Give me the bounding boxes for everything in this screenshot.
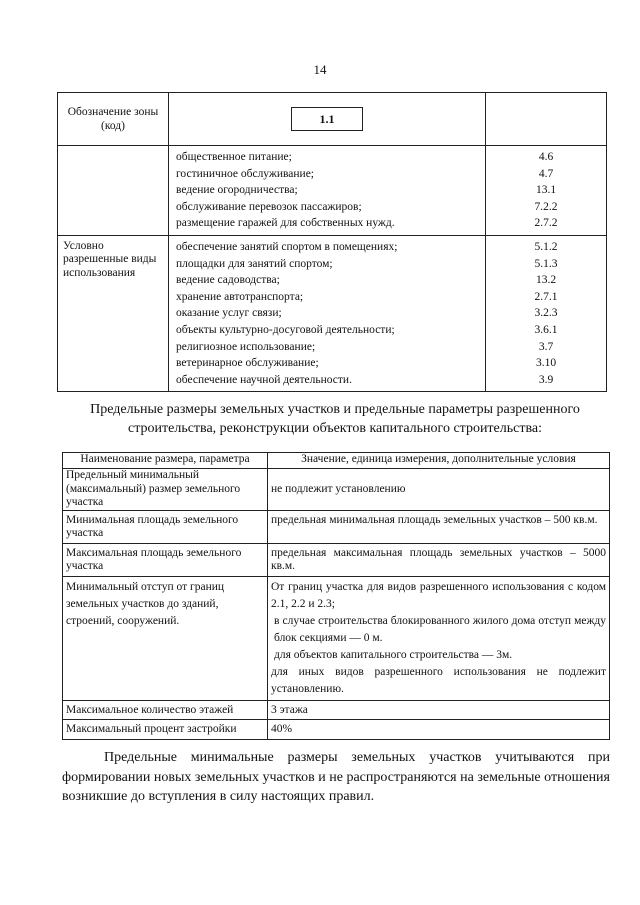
- param-value: 40%: [268, 720, 610, 740]
- zone-header-label: Обозначение зоны (код): [58, 93, 169, 146]
- param-name: Максимальная площадь земельного участка: [63, 543, 268, 576]
- param-name: Минимальный отступ от границ земельных участков до зданий, строений, сооружений.: [63, 576, 268, 700]
- use-name: ведение огородничества;: [176, 184, 298, 197]
- params-intro-text: Предельные размеры земельных участков и предельные параметры разрешенного строительства, реконструкции объектов капитального строительства:: [90, 402, 580, 436]
- use-code: 13.2: [535, 274, 557, 287]
- use-name: ветеринарное обслуживание;: [176, 357, 319, 370]
- use-name: обслуживание перевозок пассажиров;: [176, 200, 362, 213]
- zone-group-2: [58, 235, 607, 391]
- use-name: обеспечение занятий спортом в помещениях;: [176, 240, 398, 253]
- params-row: [63, 510, 610, 543]
- param-value: 3 этажа: [268, 700, 610, 720]
- params-row: [63, 700, 610, 720]
- group1-codes: [486, 146, 607, 236]
- use-code: 5.1.2: [534, 240, 558, 253]
- use-code: 2.7.2: [534, 217, 558, 230]
- use-code: 4.6: [538, 151, 554, 163]
- setback-rule: в случае строительства блокированного жилого дома отступ между блок секциями — 0 м.: [274, 614, 606, 644]
- param-value: [268, 576, 610, 700]
- use-name: религиозное использование;: [176, 340, 316, 353]
- params-col-name-header: Наименование размера, параметра: [63, 453, 268, 469]
- params-col-value-header: Значение, единица измерения, дополнительные условия: [268, 453, 610, 469]
- param-value: предельная максимальная площадь земельных участков – 5000 кв.м.: [268, 543, 610, 576]
- use-name: объекты культурно-досуговой деятельности;: [176, 323, 395, 336]
- zone-header-empty: [486, 93, 607, 146]
- param-name: Максимальный процент застройки: [63, 720, 268, 740]
- use-name: площадки для занятий спортом;: [176, 257, 333, 270]
- group2-codes: [486, 235, 607, 391]
- use-name: оказание услуг связи;: [176, 307, 282, 320]
- use-code: 13.1: [535, 184, 557, 197]
- use-name: размещение гаражей для собственных нужд.: [176, 217, 395, 230]
- setback-rule: для объектов капитального строительства — 3м.: [274, 648, 513, 661]
- setback-rule: для иных видов разрешенного использования не подлежит установлению.: [271, 665, 606, 695]
- params-row: [63, 469, 610, 511]
- group2-names: [169, 235, 486, 391]
- use-code: 3.2.3: [534, 307, 558, 320]
- use-name: общественное питание;: [176, 151, 292, 163]
- use-name: ведение садоводства;: [176, 274, 280, 287]
- page-number: 14: [313, 62, 327, 77]
- params-table: [62, 452, 610, 740]
- use-code: 3.9: [538, 373, 554, 386]
- use-code: 2.7.1: [534, 290, 558, 303]
- zone-code-cell: [169, 93, 486, 146]
- use-code: 3.7: [538, 340, 554, 353]
- param-value: предельная минимальная площадь земельных участков – 500 кв.м.: [268, 510, 610, 543]
- use-name: гостиничное обслуживание;: [176, 167, 314, 180]
- param-name: Предельный минимальный (максимальный) размер земельного участка: [63, 469, 268, 511]
- use-name: хранение автотранспорта;: [176, 290, 304, 303]
- param-value: не подлежит установлению: [268, 469, 610, 511]
- group2-label: Условно разрешенные виды использования: [58, 235, 169, 391]
- zone-table: [57, 92, 607, 392]
- param-name: Максимальное количество этажей: [63, 700, 268, 720]
- closing-paragraph: Предельные минимальные размеры земельных участков учитываются при формировании новых земельных участков и не распространяются на земельные отношения возникшие до вступления в силу настоящих правил.: [62, 750, 610, 804]
- use-code: 3.6.1: [534, 323, 558, 336]
- params-row: [63, 543, 610, 576]
- zone-code: 1.1: [291, 107, 363, 131]
- use-code: 5.1.3: [534, 257, 558, 270]
- group1-names: [169, 146, 486, 236]
- use-code: 7.2.2: [534, 200, 558, 213]
- group1-label: [58, 146, 169, 236]
- use-code: 4.7: [538, 167, 554, 180]
- params-row: [63, 576, 610, 700]
- zone-table-header: [58, 93, 607, 146]
- setback-rule: От границ участка для видов разрешенного использования с кодом 2.1, 2.2 и 2.3;: [271, 580, 606, 610]
- param-name: Минимальная площадь земельного участка: [63, 510, 268, 543]
- params-table-header: [63, 453, 610, 469]
- use-name: обеспечение научной деятельности.: [176, 373, 352, 386]
- zone-group-1: [58, 146, 607, 236]
- use-code: 3.10: [535, 357, 557, 370]
- params-row: [63, 720, 610, 740]
